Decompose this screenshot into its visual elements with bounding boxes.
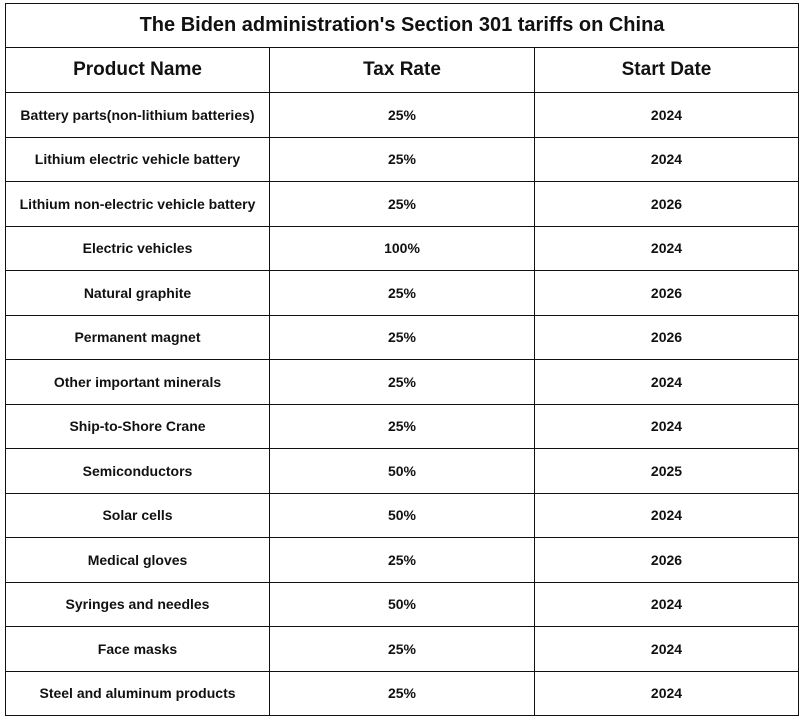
product-name-cell: Face masks [6, 627, 270, 672]
start-date-cell: 2026 [535, 271, 799, 316]
start-date-cell: 2024 [535, 493, 799, 538]
tax-rate-cell: 25% [270, 182, 535, 227]
tax-rate-cell: 25% [270, 360, 535, 405]
table-row [6, 582, 799, 627]
product-name-cell: Steel and aluminum products [6, 671, 270, 716]
product-name-cell: Solar cells [6, 493, 270, 538]
tax-rate-cell: 25% [270, 93, 535, 138]
tax-rate-cell: 25% [270, 315, 535, 360]
start-date-cell: 2024 [535, 582, 799, 627]
product-name-cell: Lithium non-electric vehicle battery [6, 182, 270, 227]
start-date-cell: 2026 [535, 315, 799, 360]
start-date-cell: 2024 [535, 671, 799, 716]
table-row [6, 226, 799, 271]
tax-rate-cell: 25% [270, 137, 535, 182]
table-row [6, 671, 799, 716]
tax-rate-cell: 25% [270, 538, 535, 583]
table-row [6, 182, 799, 227]
table-row [6, 315, 799, 360]
product-name-cell: Lithium electric vehicle battery [6, 137, 270, 182]
table-row [6, 137, 799, 182]
table-row [6, 538, 799, 583]
title-row [6, 4, 799, 48]
start-date-cell: 2025 [535, 449, 799, 494]
start-date-cell: 2024 [535, 404, 799, 449]
product-name-cell: Permanent magnet [6, 315, 270, 360]
tariff-table [5, 3, 799, 716]
start-date-cell: 2026 [535, 182, 799, 227]
column-header-start-date: Start Date [535, 48, 799, 93]
tax-rate-cell: 50% [270, 449, 535, 494]
product-name-cell: Medical gloves [6, 538, 270, 583]
table-row [6, 360, 799, 405]
product-name-cell: Semiconductors [6, 449, 270, 494]
column-header-product-name: Product Name [6, 48, 270, 93]
product-name-cell: Battery parts(non-lithium batteries) [6, 93, 270, 138]
tax-rate-cell: 50% [270, 493, 535, 538]
tax-rate-cell: 25% [270, 271, 535, 316]
tax-rate-cell: 25% [270, 627, 535, 672]
start-date-cell: 2026 [535, 538, 799, 583]
table-row [6, 404, 799, 449]
product-name-cell: Other important minerals [6, 360, 270, 405]
start-date-cell: 2024 [535, 93, 799, 138]
start-date-cell: 2024 [535, 360, 799, 405]
header-row [6, 48, 799, 93]
start-date-cell: 2024 [535, 226, 799, 271]
tax-rate-cell: 50% [270, 582, 535, 627]
tax-rate-cell: 25% [270, 404, 535, 449]
tax-rate-cell: 25% [270, 671, 535, 716]
column-header-tax-rate: Tax Rate [270, 48, 535, 93]
table-row [6, 93, 799, 138]
start-date-cell: 2024 [535, 627, 799, 672]
product-name-cell: Electric vehicles [6, 226, 270, 271]
table-row [6, 449, 799, 494]
product-name-cell: Ship-to-Shore Crane [6, 404, 270, 449]
start-date-cell: 2024 [535, 137, 799, 182]
table-title: The Biden administration's Section 301 tariffs on China [6, 4, 799, 48]
product-name-cell: Natural graphite [6, 271, 270, 316]
tax-rate-cell: 100% [270, 226, 535, 271]
table-row [6, 493, 799, 538]
table-row [6, 271, 799, 316]
product-name-cell: Syringes and needles [6, 582, 270, 627]
table-row [6, 627, 799, 672]
